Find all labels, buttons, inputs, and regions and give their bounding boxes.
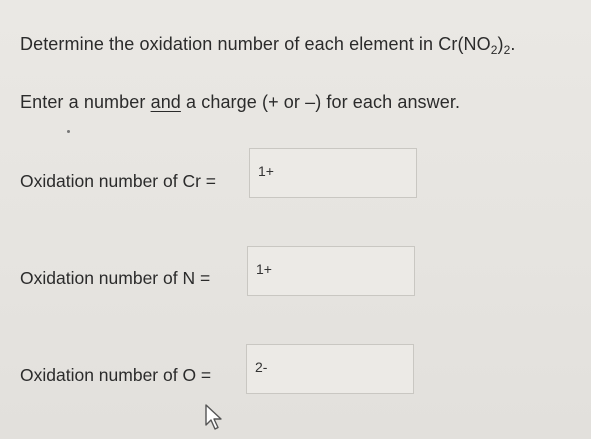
formula-subscript-2: 2 [503,43,511,57]
question-prefix: Determine the oxidation number of each element in [20,34,439,54]
o-oxidation-input[interactable] [246,344,414,394]
question-prompt [20,34,516,57]
instruction-before: Enter a number [20,92,151,112]
cr-oxidation-value: 1+ [258,163,274,179]
chemical-formula [438,34,515,57]
o-oxidation-value: 2- [255,359,268,375]
n-oxidation-label: Oxidation number of N = [20,268,211,288]
formula-part-2: ) [497,34,504,54]
instruction-underlined-word: and [150,92,181,112]
decorative-dot [67,130,70,133]
cr-oxidation-label: Oxidation number of Cr = [20,171,216,191]
instruction-text [20,92,460,113]
mouse-pointer-icon [204,403,224,431]
formula-subscript-1: 2 [490,43,498,57]
instruction-after: a charge (+ or –) for each answer. [180,92,461,112]
formula-part-1: Cr(NO [438,34,491,54]
cr-oxidation-input[interactable] [249,148,417,198]
n-oxidation-input[interactable] [247,246,415,296]
formula-end: . [510,34,516,54]
n-oxidation-value: 1+ [256,261,272,277]
o-oxidation-label: Oxidation number of O = [20,365,212,385]
